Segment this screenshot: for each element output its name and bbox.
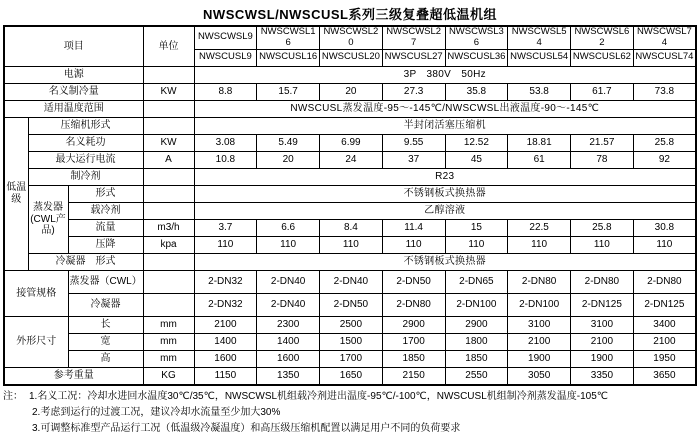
note-line <box>3 389 700 405</box>
value-cell: NWSCUSL54 <box>508 49 571 66</box>
value-cell: 2-DN125 <box>633 293 696 316</box>
unit-cell <box>143 66 194 83</box>
value-cell: 110 <box>633 236 696 253</box>
value-cell: 24 <box>320 151 383 168</box>
notes <box>3 389 700 437</box>
value-cell: 1350 <box>257 367 320 385</box>
row-label: 名义耗功 <box>28 134 143 151</box>
refrigerant-value: R23 <box>194 168 696 185</box>
item-column-header: 项目 <box>4 26 143 66</box>
row-label: 高 <box>68 350 143 367</box>
group-label-evaporator: 蒸发器(CWL产品) <box>28 185 68 253</box>
value-cell: NWSCWSL36 <box>445 26 508 49</box>
value-cell: NWSCUSL9 <box>194 49 257 66</box>
unit-cell: mm <box>143 316 194 333</box>
value-cell: 110 <box>508 236 571 253</box>
table-row-evap-type <box>4 185 696 202</box>
value-cell: NWSCWSL9 <box>194 26 257 49</box>
value-cell: 3050 <box>508 367 571 385</box>
value-cell: 3100 <box>508 316 571 333</box>
row-label: 冷凝器 <box>68 293 143 316</box>
value-cell: 1150 <box>194 367 257 385</box>
table-row-weight <box>4 367 696 385</box>
value-cell: 1700 <box>320 350 383 367</box>
value-cell: 15.7 <box>257 83 320 100</box>
value-cell: 2-DN40 <box>320 270 383 293</box>
value-cell: NWSCWSL16 <box>257 26 320 49</box>
value-cell: 1850 <box>445 350 508 367</box>
value-cell: 1950 <box>633 350 696 367</box>
unit-cell: A <box>143 151 194 168</box>
value-cell: 2-DN80 <box>382 293 445 316</box>
temp-range-value: NWSCUSL蒸发温度-95～-145℃/NWSCWSL出液温度-90～-145℃ <box>194 100 696 117</box>
value-cell: NWSCUSL74 <box>633 49 696 66</box>
value-cell: 25.8 <box>571 219 634 236</box>
value-cell: 21.57 <box>571 134 634 151</box>
coolant-value: 乙醇溶液 <box>194 202 696 219</box>
table-row-compressor-type <box>4 117 696 134</box>
unit-cell: KW <box>143 83 194 100</box>
value-cell: 92 <box>633 151 696 168</box>
value-cell: 37 <box>382 151 445 168</box>
notes-label: 注： <box>3 390 23 402</box>
value-cell: 2-DN100 <box>508 293 571 316</box>
value-cell: 2300 <box>257 316 320 333</box>
value-cell: NWSCUSL36 <box>445 49 508 66</box>
value-cell: 2100 <box>194 316 257 333</box>
value-cell: 1400 <box>257 333 320 350</box>
value-cell: 53.8 <box>508 83 571 100</box>
value-cell: 110 <box>257 236 320 253</box>
value-cell: 110 <box>320 236 383 253</box>
table-row-refrigerant <box>4 168 696 185</box>
value-cell: 20 <box>257 151 320 168</box>
value-cell: 110 <box>445 236 508 253</box>
row-label: 制冷剂 <box>28 168 143 185</box>
value-cell: 20 <box>320 83 383 100</box>
value-cell: 110 <box>571 236 634 253</box>
value-cell: 2100 <box>508 333 571 350</box>
table-row-height <box>4 350 696 367</box>
unit-cell: kpa <box>143 236 194 253</box>
value-cell: 30.8 <box>633 219 696 236</box>
value-cell: 1500 <box>320 333 383 350</box>
value-cell: 3350 <box>571 367 634 385</box>
note-line: 3.可调整标准型产品运行工况（低温级冷凝温度）和高压级压缩机配置以满足用户不同的负荷要求 <box>32 422 461 434</box>
spec-table <box>3 25 697 386</box>
table-row-power-consumption <box>4 134 696 151</box>
unit-cell <box>143 202 194 219</box>
value-cell: 1400 <box>194 333 257 350</box>
value-cell: 2900 <box>382 316 445 333</box>
table-row-pipe-cond <box>4 293 696 316</box>
value-cell: 1800 <box>445 333 508 350</box>
note-text: 1.名义工况：冷却水进回水温度30℃/35℃，NWSCWSL机组载冷剂进出温度-95℃/-100℃，NWSCUSL机组制冷剂蒸发温度-105℃ <box>29 390 609 402</box>
value-cell: 8.4 <box>320 219 383 236</box>
value-cell: 6.6 <box>257 219 320 236</box>
value-cell: 15 <box>445 219 508 236</box>
power-value: 3P 380V 50Hz <box>194 66 696 83</box>
value-cell: 2-DN100 <box>445 293 508 316</box>
row-label: 流量 <box>68 219 143 236</box>
unit-cell <box>143 270 194 293</box>
unit-column-header: 单位 <box>143 26 194 66</box>
value-cell: 8.8 <box>194 83 257 100</box>
table-row-width <box>4 333 696 350</box>
value-cell: 2-DN32 <box>194 293 257 316</box>
value-cell: 1650 <box>320 367 383 385</box>
value-cell: NWSCUSL16 <box>257 49 320 66</box>
unit-cell <box>143 168 194 185</box>
table-row-max-current <box>4 151 696 168</box>
row-label: 最大运行电流 <box>28 151 143 168</box>
value-cell: 78 <box>571 151 634 168</box>
value-cell: 3650 <box>633 367 696 385</box>
value-cell: 45 <box>445 151 508 168</box>
unit-cell: m3/h <box>143 219 194 236</box>
value-cell: 9.55 <box>382 134 445 151</box>
condenser-type-value: 不锈钢板式换热器 <box>194 253 696 270</box>
row-label: 载冷剂 <box>68 202 143 219</box>
value-cell: 110 <box>382 236 445 253</box>
table-row-power <box>4 66 696 83</box>
value-cell: 2500 <box>320 316 383 333</box>
value-cell: 2-DN80 <box>571 270 634 293</box>
group-label-low-temp-stage: 低温级 <box>4 117 28 270</box>
row-label: 名义制冷量 <box>4 83 143 100</box>
value-cell: 2-DN50 <box>320 293 383 316</box>
row-label: 形式 <box>68 185 143 202</box>
value-cell: 61 <box>508 151 571 168</box>
row-label: 压缩机形式 <box>28 117 143 134</box>
table-row-condenser-type <box>4 253 696 270</box>
value-cell: 1900 <box>508 350 571 367</box>
row-label: 参考重量 <box>4 367 143 385</box>
row-label: 宽 <box>68 333 143 350</box>
value-cell: 2-DN125 <box>571 293 634 316</box>
group-label-piping: 接管规格 <box>4 270 68 316</box>
table-row-pipe-evap <box>4 270 696 293</box>
unit-cell <box>143 253 194 270</box>
value-cell: 110 <box>194 236 257 253</box>
value-cell: 3400 <box>633 316 696 333</box>
value-cell: NWSCWSL74 <box>633 26 696 49</box>
table-row-coolant <box>4 202 696 219</box>
value-cell: 2550 <box>445 367 508 385</box>
value-cell: 5.49 <box>257 134 320 151</box>
value-cell: 2-DN32 <box>194 270 257 293</box>
row-label: 电源 <box>4 66 143 83</box>
value-cell: 27.3 <box>382 83 445 100</box>
value-cell: 73.8 <box>633 83 696 100</box>
unit-cell <box>143 117 194 134</box>
row-label: 压降 <box>68 236 143 253</box>
value-cell: 2-DN50 <box>382 270 445 293</box>
value-cell: 1900 <box>571 350 634 367</box>
value-cell: 1600 <box>194 350 257 367</box>
value-cell: NWSCWSL27 <box>382 26 445 49</box>
group-label-dimensions: 外形尺寸 <box>4 316 68 367</box>
value-cell: 2100 <box>633 333 696 350</box>
unit-cell: mm <box>143 350 194 367</box>
unit-cell <box>143 100 194 117</box>
table-row-header-1 <box>4 26 696 49</box>
value-cell: 3100 <box>571 316 634 333</box>
value-cell: 2-DN40 <box>257 270 320 293</box>
unit-cell: mm <box>143 333 194 350</box>
value-cell: 2-DN40 <box>257 293 320 316</box>
value-cell: 6.99 <box>320 134 383 151</box>
value-cell: 2-DN65 <box>445 270 508 293</box>
row-label: 蒸发器（CWL） <box>68 270 143 293</box>
page-title: NWSCWSL/NWSCUSL系列三级复叠超低温机组 <box>203 7 497 22</box>
unit-cell: KG <box>143 367 194 385</box>
value-cell: 35.8 <box>445 83 508 100</box>
value-cell: NWSCWSL54 <box>508 26 571 49</box>
value-cell: NWSCUSL62 <box>571 49 634 66</box>
value-cell: 1600 <box>257 350 320 367</box>
value-cell: 10.8 <box>194 151 257 168</box>
evap-type-value: 不锈钢板式换热器 <box>194 185 696 202</box>
value-cell: 2100 <box>571 333 634 350</box>
value-cell: NWSCWSL62 <box>571 26 634 49</box>
row-label: 适用温度范围 <box>4 100 143 117</box>
note-line: 2.考虑到运行的过渡工况，建议冷却水流量至少加大30% <box>32 406 281 418</box>
value-cell: 12.52 <box>445 134 508 151</box>
table-row-length <box>4 316 696 333</box>
value-cell: 2150 <box>382 367 445 385</box>
value-cell: 61.7 <box>571 83 634 100</box>
value-cell: 25.8 <box>633 134 696 151</box>
value-cell: 3.08 <box>194 134 257 151</box>
value-cell: NWSCWSL20 <box>320 26 383 49</box>
table-row-flow <box>4 219 696 236</box>
table-row-pressure-drop <box>4 236 696 253</box>
value-cell: 2-DN80 <box>633 270 696 293</box>
value-cell: NWSCUSL20 <box>320 49 383 66</box>
value-cell: 2900 <box>445 316 508 333</box>
unit-cell <box>143 185 194 202</box>
table-row-capacity <box>4 83 696 100</box>
value-cell: 22.5 <box>508 219 571 236</box>
value-cell: 18.81 <box>508 134 571 151</box>
value-cell: 1700 <box>382 333 445 350</box>
row-label: 冷凝器 形式 <box>28 253 143 270</box>
value-cell: 2-DN80 <box>508 270 571 293</box>
value-cell: 11.4 <box>382 219 445 236</box>
value-cell: 1850 <box>382 350 445 367</box>
value-cell: 3.7 <box>194 219 257 236</box>
unit-cell <box>143 293 194 316</box>
unit-cell: KW <box>143 134 194 151</box>
value-cell: NWSCUSL27 <box>382 49 445 66</box>
row-label: 长 <box>68 316 143 333</box>
table-row-temp-range <box>4 100 696 117</box>
compressor-type-value: 半封闭活塞压缩机 <box>194 117 696 134</box>
